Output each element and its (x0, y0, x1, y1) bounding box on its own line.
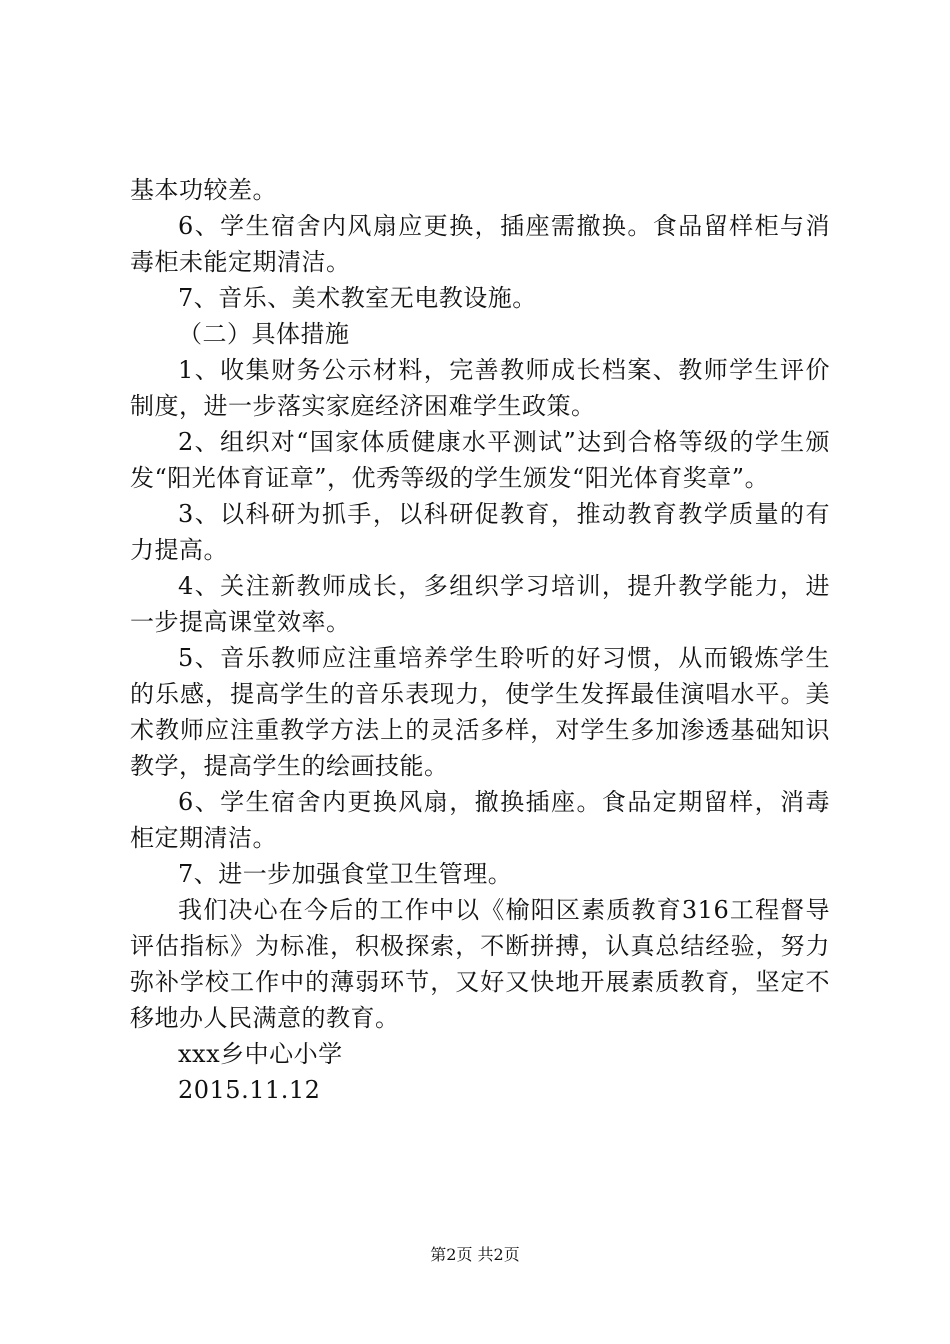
document-body (130, 172, 830, 1108)
paragraph: 5、音乐教师应注重培养学生聆听的好习惯，从而锻炼学生的乐感，提高学生的音乐表现力，使学生发挥最佳演唱水平。美术教师应注重教学方法上的灵活多样，对学生多加渗透基础知识教学，提高学生的绘画技能。 (130, 644, 830, 780)
paragraph: 1、收集财务公示材料，完善教师成长档案、教师学生评价制度，进一步落实家庭经济困难学生政策。 (130, 356, 830, 420)
paragraph: 7、音乐、美术教室无电教设施。 (178, 284, 537, 312)
paragraph: 基本功较差。 (130, 176, 277, 204)
paragraph: 6、学生宿舍内风扇应更换，插座需撤换。食品留样柜与消毒柜未能定期清洁。 (130, 212, 830, 276)
paragraph: 4、关注新教师成长，多组织学习培训，提升教学能力，进一步提高课堂效率。 (130, 572, 830, 636)
page-footer: 第2页 共2页 (430, 1245, 520, 1264)
signature-organization: xxx乡中心小学 (178, 1040, 343, 1068)
paragraph: 6、学生宿舍内更换风扇，撤换插座。食品定期留样，消毒柜定期清洁。 (130, 788, 830, 852)
section-heading: （二）具体措施 (178, 320, 350, 348)
signature-date: 2015.11.12 (178, 1076, 321, 1104)
paragraph: 2、组织对“国家体质健康水平测试”达到合格等级的学生颁发“阳光体育证章”，优秀等级的学生颁发“阳光体育奖章”。 (130, 428, 830, 492)
paragraph: 7、进一步加强食堂卫生管理。 (178, 860, 513, 888)
paragraph: 我们决心在今后的工作中以《榆阳区素质教育316工程督导评估指标》为标准，积极探索，不断拼搏，认真总结经验，努力弥补学校工作中的薄弱环节，又好又快地开展素质教育，坚定不移地办人民满意的教育。 (130, 896, 830, 1032)
paragraph: 3、以科研为抓手，以科研促教育，推动教育教学质量的有力提高。 (130, 500, 830, 564)
